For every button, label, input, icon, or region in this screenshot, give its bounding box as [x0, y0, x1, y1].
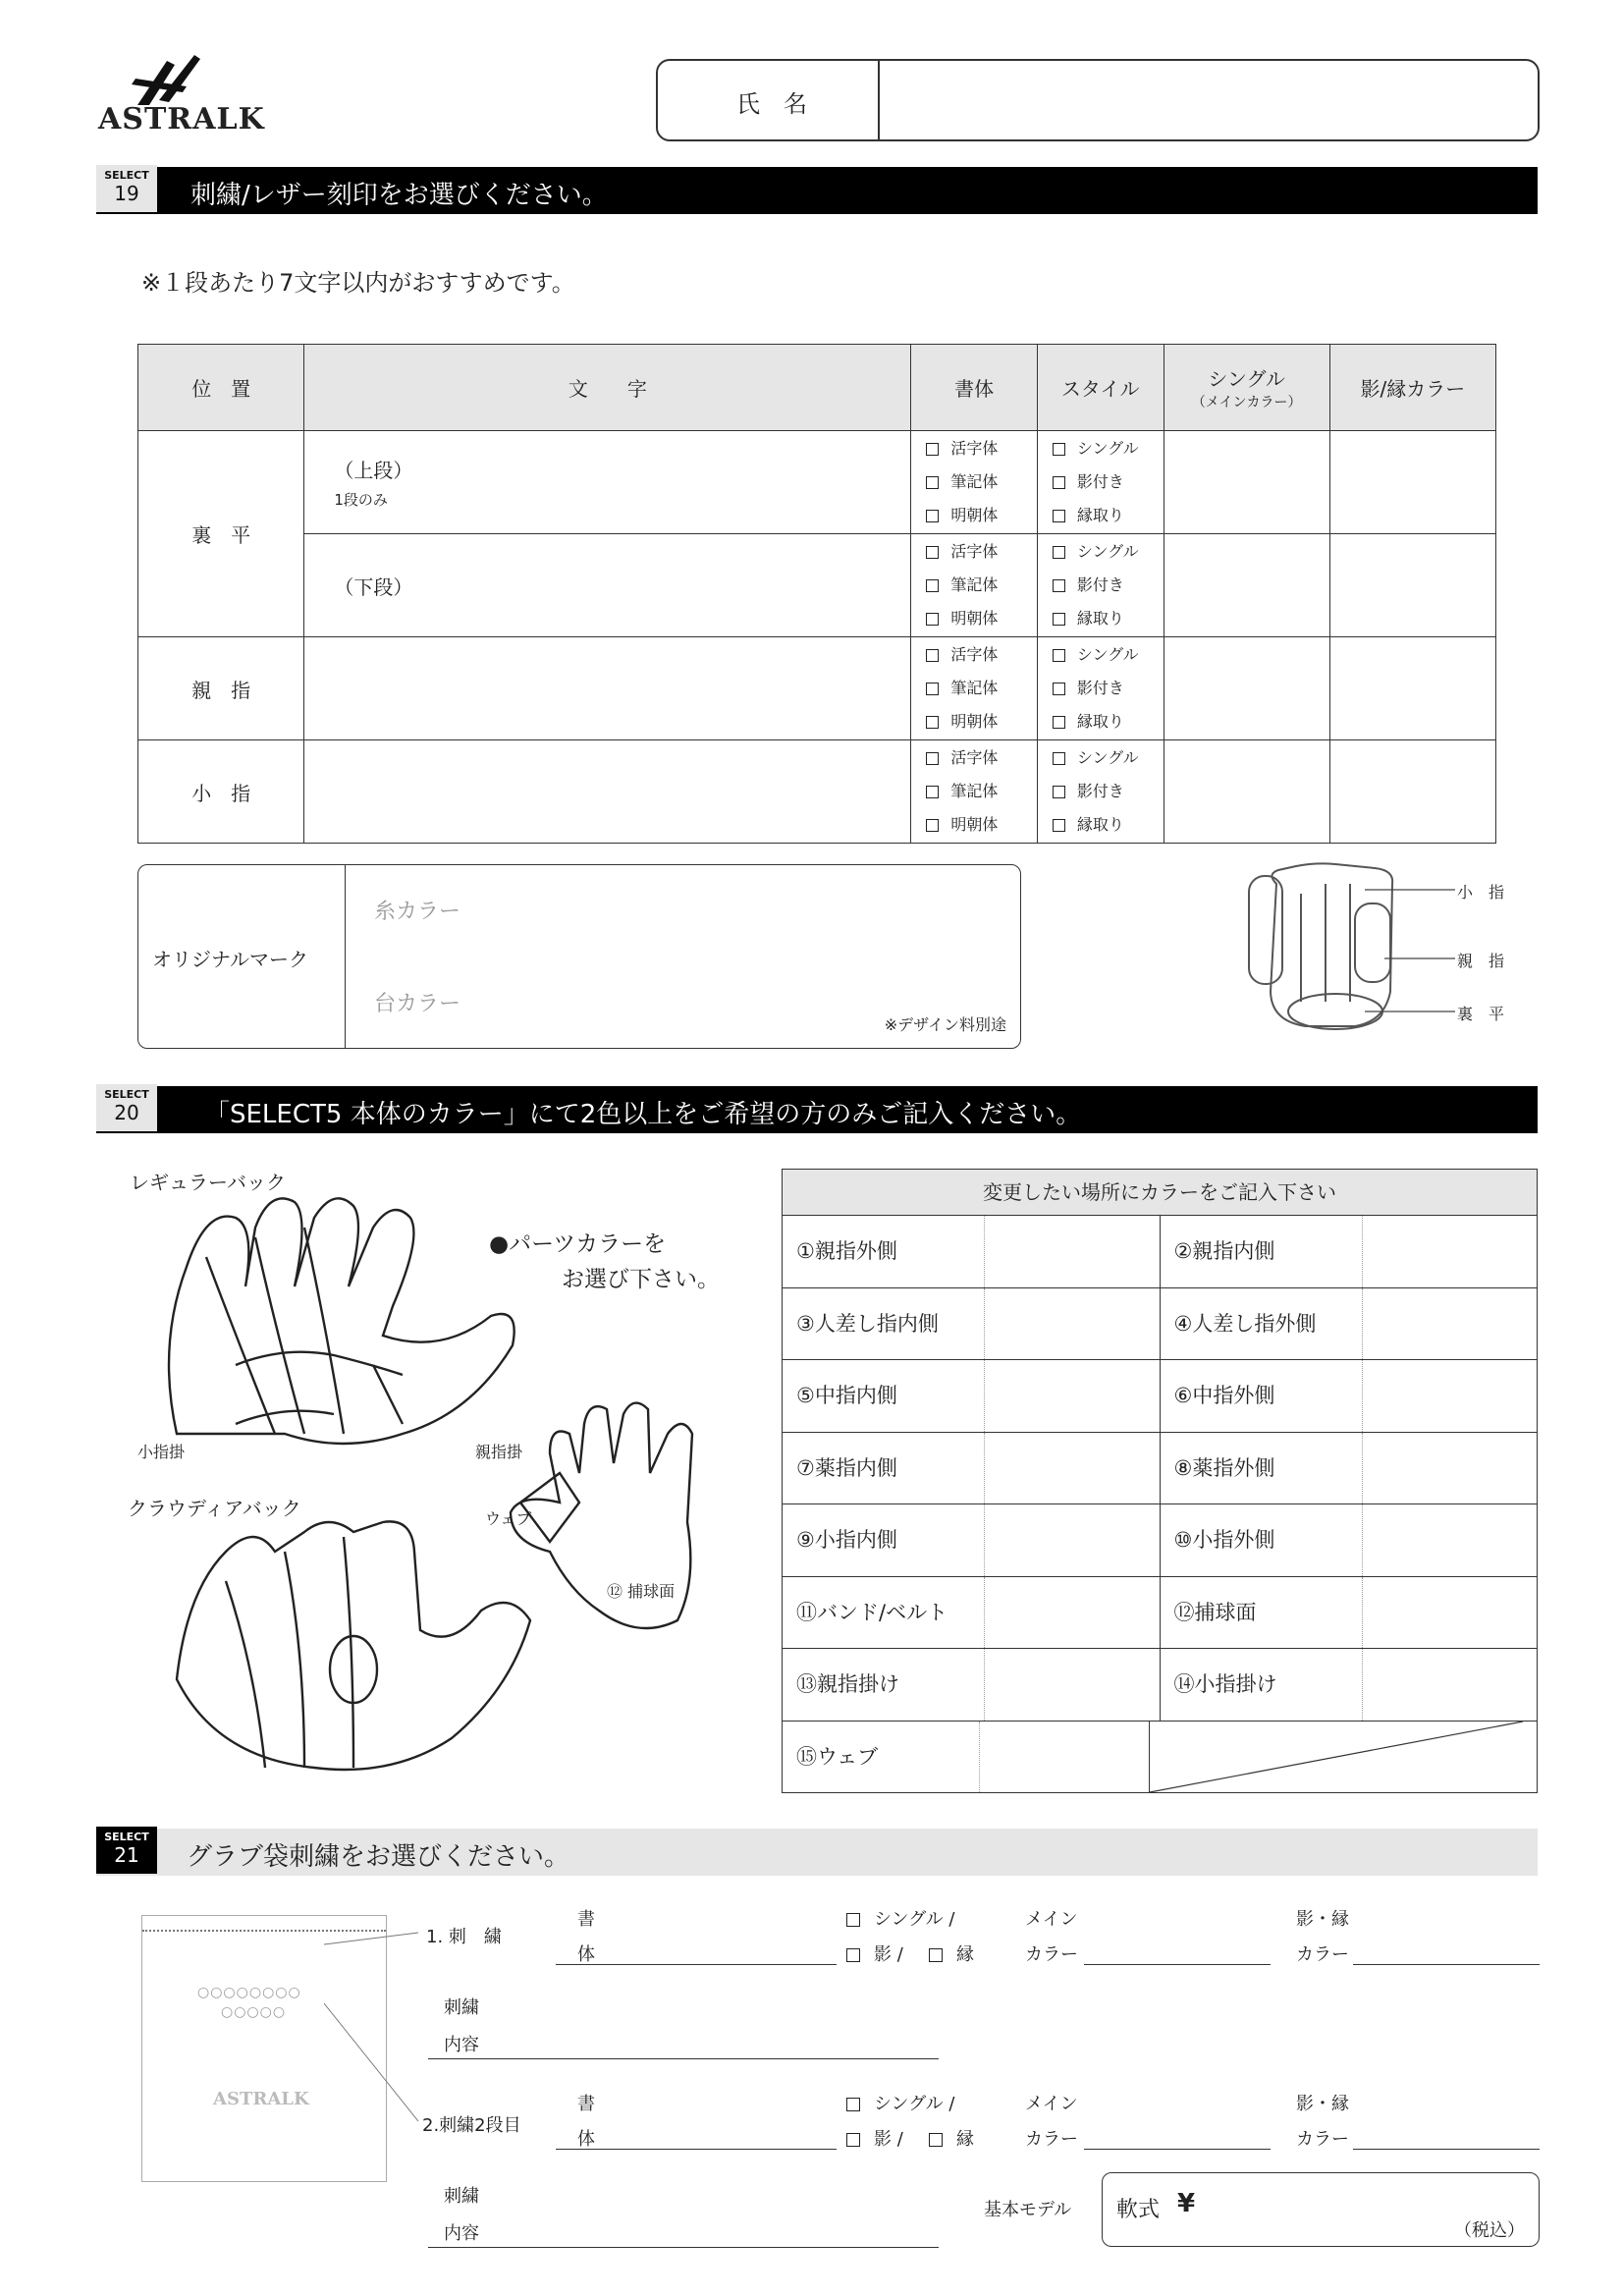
- name-field[interactable]: [880, 61, 1528, 139]
- ura-upper-cell[interactable]: （上段） 1段のみ: [304, 431, 911, 534]
- color-part-label: ⑫捕球面: [1160, 1577, 1363, 1649]
- section-19-tab: SELECT 19: [96, 165, 157, 212]
- section-19-title: 刺繍/レザー刻印をお選びください。: [190, 181, 608, 210]
- tax-label: （税込）: [1454, 2220, 1525, 2241]
- catch-face-label: ⑫ 捕球面: [607, 1582, 676, 1601]
- font-label: 書: [577, 2094, 595, 2114]
- color-input-cell[interactable]: [985, 1216, 1159, 1287]
- font-options[interactable]: 活字体 筆記体 明朝体: [911, 534, 1038, 637]
- original-mark-label: オリジナルマーク: [152, 948, 308, 971]
- header-text: 文 字: [304, 345, 911, 431]
- font-label: 体: [577, 1944, 595, 1965]
- main-label: メイン: [1025, 2094, 1078, 2114]
- base-color-field[interactable]: 台カラー: [374, 992, 461, 1016]
- single-color-cell[interactable]: [1164, 637, 1329, 740]
- base-model-label: 基本モデル: [984, 2200, 1072, 2220]
- brand-logo: [98, 51, 265, 139]
- main-color-field-2[interactable]: [1084, 2149, 1271, 2150]
- koyubi-text-cell[interactable]: [304, 740, 911, 844]
- color-part-label: ⑧薬指外側: [1160, 1433, 1363, 1504]
- section-20-tab: SELECT 20: [96, 1084, 157, 1131]
- main-label: メイン: [1025, 1909, 1078, 1930]
- glove-label-oyayubi: 親 指: [1457, 952, 1505, 970]
- logo-mark-icon: [98, 51, 236, 110]
- color-table-row: [783, 1722, 1537, 1793]
- content-label: 内容: [444, 2035, 479, 2055]
- content-field-2[interactable]: [428, 2247, 939, 2248]
- shadow-border-label: 影・縁: [1296, 1909, 1349, 1930]
- style-options[interactable]: シングル 影付き 縁取り: [1037, 637, 1164, 740]
- nanshiki-label: 軟式: [1116, 2198, 1161, 2222]
- color-input-cell[interactable]: [980, 1722, 1149, 1793]
- style-options[interactable]: シングル 影付き 縁取り: [1037, 534, 1164, 637]
- color-part-label: ②親指内側: [1160, 1216, 1363, 1287]
- single-color-cell[interactable]: [1164, 740, 1329, 844]
- design-fee-note: ※デザイン料別途: [884, 1015, 1006, 1034]
- main-label: カラー: [1025, 1944, 1078, 1965]
- bag-dots-2: ○○○○○: [221, 2004, 287, 2020]
- color-part-label: ⑩小指外側: [1160, 1504, 1363, 1576]
- font-label: 書: [577, 1909, 595, 1930]
- glove-label-ura: 裏 平: [1457, 1005, 1505, 1023]
- color-input-cell[interactable]: [985, 1360, 1159, 1432]
- color-part-label: ⑥中指外側: [1160, 1360, 1363, 1432]
- style-options[interactable]: シングル 影付き 縁取り: [1037, 431, 1164, 534]
- shadow-color-cell[interactable]: [1329, 637, 1495, 740]
- font-options[interactable]: 活字体 筆記体 明朝体: [911, 431, 1038, 534]
- font-field-2[interactable]: [556, 2149, 837, 2150]
- style-options[interactable]: シングル 影付き 縁取り: [1037, 740, 1164, 844]
- original-mark-box: [137, 864, 1021, 1049]
- color-part-label: ⑬親指掛け: [783, 1649, 985, 1721]
- claudia-back-label: クラウディアバック: [128, 1497, 301, 1520]
- content-field-1[interactable]: [428, 2058, 939, 2059]
- color-input-cell[interactable]: [1363, 1577, 1537, 1649]
- color-part-label: ④人差し指外側: [1160, 1288, 1363, 1360]
- shadow-color-cell[interactable]: [1329, 534, 1495, 637]
- color-table-row: [783, 1504, 1537, 1577]
- yen-symbol: ¥: [1177, 2189, 1196, 2218]
- color-input-cell[interactable]: [1363, 1649, 1537, 1721]
- section-20-bar: [96, 1086, 1538, 1133]
- color-table-row: [783, 1577, 1537, 1650]
- embroidery-table: [137, 344, 1496, 844]
- pinky-hook-label: 小指掛: [137, 1443, 186, 1461]
- leader-lines: [1365, 884, 1463, 1021]
- color-part-label: ③人差し指内側: [783, 1288, 985, 1360]
- color-input-cell[interactable]: [1363, 1433, 1537, 1504]
- thread-color-field[interactable]: 糸カラー: [374, 900, 461, 924]
- shadow-option[interactable]: 影 /: [846, 1941, 903, 1966]
- section-21-bar: [96, 1829, 1538, 1876]
- color-part-label: ⑦薬指内側: [783, 1433, 985, 1504]
- shadow-color-cell[interactable]: [1329, 431, 1495, 534]
- color-table-header: 変更したい場所にカラーをご記入下さい: [783, 1170, 1537, 1216]
- name-label: 氏 名: [736, 90, 807, 118]
- font-options[interactable]: 活字体 筆記体 明朝体: [911, 740, 1038, 844]
- shadow-color-field-2[interactable]: [1353, 2149, 1540, 2150]
- shadow-color-cell[interactable]: [1329, 740, 1495, 844]
- color-part-label: ①親指外側: [783, 1216, 985, 1287]
- color-input-cell[interactable]: [1363, 1504, 1537, 1576]
- bag-brand: ASTRALK: [213, 2089, 309, 2109]
- row-ura: 裏 平: [138, 431, 304, 637]
- color-table-row: [783, 1360, 1537, 1433]
- ura-lower-cell[interactable]: （下段）: [304, 534, 911, 637]
- single-option[interactable]: シングル /: [846, 1905, 954, 1931]
- section-19-bar: [96, 167, 1538, 214]
- glove-label-koyubi: 小 指: [1457, 883, 1505, 902]
- main-color-field-1[interactable]: [1084, 1964, 1271, 1965]
- font-label: 体: [577, 2129, 595, 2150]
- shadow-border-label: カラー: [1296, 2129, 1349, 2150]
- color-table-row: [783, 1433, 1537, 1505]
- color-part-label: ⑨小指内側: [783, 1504, 985, 1576]
- diagonal-line: [1150, 1722, 1523, 1792]
- shadow-color-field-1[interactable]: [1353, 1964, 1540, 1965]
- content-label: 刺繍: [444, 1997, 479, 2018]
- color-part-label: ⑮ウェブ: [783, 1722, 980, 1793]
- color-input-cell[interactable]: [985, 1504, 1159, 1576]
- single-color-cell[interactable]: [1164, 431, 1329, 534]
- border-option[interactable]: 縁: [929, 1941, 974, 1966]
- name-box: [656, 59, 1540, 141]
- header-style: スタイル: [1037, 345, 1164, 431]
- color-input-cell[interactable]: [985, 1649, 1159, 1721]
- shadow-border-label: 影・縁: [1296, 2094, 1349, 2114]
- color-part-label: ⑪バンド/ベルト: [783, 1577, 985, 1649]
- bag-dots-1: ○○○○○○○○: [197, 1985, 301, 2000]
- section-19-note: ※１段あたり7文字以内がおすすめです。: [141, 269, 575, 297]
- row-oyayubi: 親 指: [138, 637, 304, 740]
- font-field-1[interactable]: [556, 1964, 837, 1965]
- brand-name: ASTRALK: [98, 102, 265, 137]
- header-shadow: 影/縁カラー: [1329, 345, 1495, 431]
- color-input-cell[interactable]: [1363, 1360, 1537, 1432]
- content-label: 刺繍: [444, 2186, 479, 2207]
- color-input-cell[interactable]: [1363, 1216, 1537, 1287]
- single-option[interactable]: シングル /: [846, 2090, 954, 2115]
- row-koyubi: 小 指: [138, 740, 304, 844]
- single-color-cell[interactable]: [1164, 534, 1329, 637]
- content-label: 内容: [444, 2223, 479, 2244]
- header-font: 書体: [911, 345, 1038, 431]
- color-part-label: ⑭小指掛け: [1160, 1649, 1363, 1721]
- color-table: [782, 1169, 1538, 1793]
- color-part-label: ⑤中指内側: [783, 1360, 985, 1432]
- parts-color-line2: お選び下さい。: [562, 1267, 720, 1292]
- color-input-cell[interactable]: [985, 1288, 1159, 1360]
- oyayubi-text-cell[interactable]: [304, 637, 911, 740]
- border-option[interactable]: 縁: [929, 2125, 974, 2151]
- main-label: カラー: [1025, 2129, 1078, 2150]
- section-21-title: グラブ袋刺繍をお選びください。: [187, 1842, 570, 1872]
- parts-color-line1: ●パーツカラーを: [489, 1231, 667, 1257]
- embroidery-2-label: 2.刺繍2段目: [422, 2115, 521, 2136]
- color-table-row: [783, 1649, 1537, 1722]
- section-20-title: 「SELECT5 本体のカラー」にて2色以上をご希望の方のみご記入ください。: [204, 1100, 1082, 1129]
- section-21-tab: SELECT 21: [96, 1827, 157, 1874]
- price-box[interactable]: [1102, 2172, 1540, 2247]
- color-part-label: [1149, 1722, 1537, 1793]
- font-options[interactable]: 活字体 筆記体 明朝体: [911, 637, 1038, 740]
- color-table-row: [783, 1288, 1537, 1361]
- web-label: ウェブ: [485, 1509, 532, 1528]
- thumb-hook-label: 親指掛: [475, 1443, 523, 1461]
- color-table-row: [783, 1216, 1537, 1288]
- regular-back-glove-icon: [147, 1188, 540, 1473]
- color-input-cell[interactable]: [1363, 1288, 1537, 1360]
- regular-back-label: レギュラーバック: [130, 1171, 286, 1194]
- header-single: シングル （メインカラー）: [1164, 345, 1329, 431]
- embroidery-1-label: 1. 刺 繍: [426, 1927, 502, 1947]
- header-position: 位 置: [138, 345, 304, 431]
- shadow-option[interactable]: 影 /: [846, 2125, 903, 2151]
- bag-leader-lines: [324, 1925, 442, 2141]
- shadow-border-label: カラー: [1296, 1944, 1349, 1965]
- color-input-cell[interactable]: [985, 1433, 1159, 1504]
- color-input-cell[interactable]: [985, 1577, 1159, 1649]
